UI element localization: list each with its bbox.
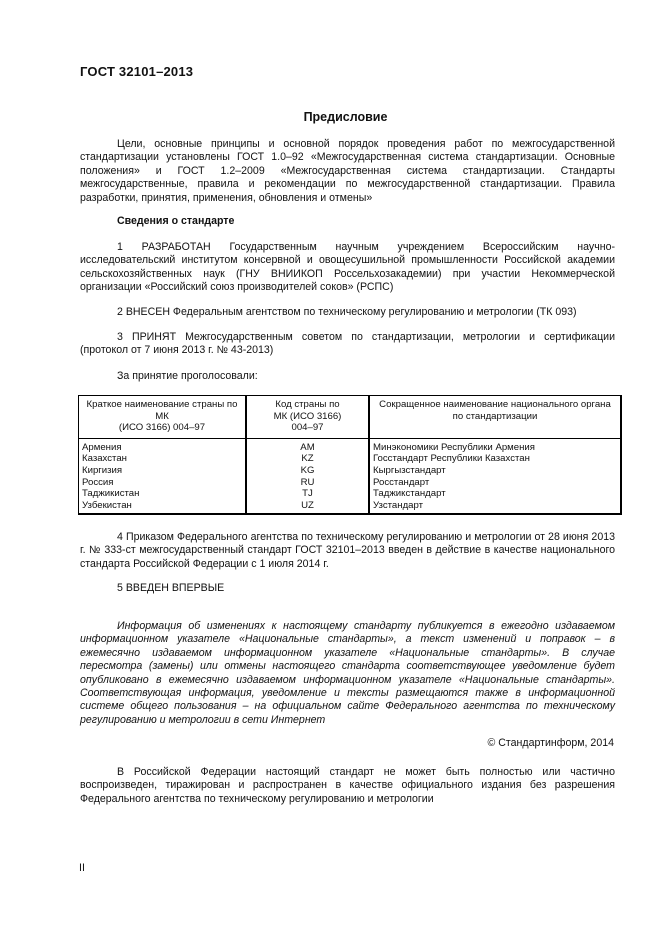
intro-paragraph: Цели, основные принципы и основной порядок проведения работ по межгосударственной стандартизации установлены ГОСТ 1.0–92 «Межгосударственная система стандартизации. Основные положения» и ГОСТ 1.2–2009 «Межгосударственная система стандартизации. Стандарты межгосударственные, правила и рекомендации по межгосударственной стандартизации. Правила разработки, принятия, применения, обновления и отмены» (80, 138, 615, 204)
item-adopted: 3 ПРИНЯТ Межгосударственным советом по стандартизации, метрологии и сертификации (протокол от 7 июня 2013 г. № 43-2013) (80, 331, 615, 357)
voting-countries-table (78, 395, 622, 515)
standards-body-column: Минэкономики Республики Армения Госстандарт Республики Казахстан Кыргызстандарт Росстандарт Таджикстандарт Узстандарт (369, 438, 621, 514)
page-number: II (79, 862, 85, 874)
item-submitted: 2 ВНЕСЕН Федеральным агентством по техническому регулированию и метрологии (ТК 093) (117, 306, 577, 318)
document-id-header: ГОСТ 32101–2013 (80, 64, 194, 79)
table-header-row (79, 396, 622, 439)
header-standards-body: Сокращенное наименование национального органа по стандартизации (369, 396, 621, 439)
item-first-introduced: 5 ВВЕДЕН ВПЕРВЫЕ (117, 582, 225, 594)
item-voted: За принятие проголосовали: (117, 370, 258, 382)
copyright: © Стандартинформ, 2014 (487, 737, 614, 749)
section-heading: Сведения о стандарте (117, 215, 235, 227)
table-row (79, 438, 622, 514)
reproduction-rights: В Российской Федерации настоящий стандарт не может быть полностью или частично воспроизведен, тиражирован и распространен в качестве официального издания без разрешения Федерального агентства по техническому регулированию и метрологии (80, 766, 615, 805)
header-country: Краткое наименование страны по МК (ИСО 3166) 004–97 (79, 396, 247, 439)
item-developed: 1 РАЗРАБОТАН Государственным научным учреждением Всероссийским научно-исследовательский институтом консервной и овощесушильной промышленности Российской академии сельскохозяйственных наук (ГНУ ВНИИКОП Россельхозакадемии) при участии Некоммерческой организации «Российский союз производителей соков» (РСПС) (80, 241, 615, 294)
country-column: Армения Казахстан Киргизия Россия Таджикистан Узбекистан (79, 438, 247, 514)
amendments-notice: Информация об изменениях к настоящему стандарту публикуется в ежегодно издаваемом информационном указателе «Национальные стандарты», а текст изменений и поправок – в ежемесячно издаваемом информационном указателе «Национальные стандарты». В случае пересмотра (замены) или отмены настоящего стандарта соответствующее уведомление будет опубликовано в ежемесячно издаваемом информационном указателе «Национальные стандарты». Соответствующая информация, уведомление и тексты размещаются также в информационной системе общего пользования – на официальном сайте Федерального агентства по техническому регулированию и метрологии в сети Интернет (80, 620, 615, 726)
header-code: Код страны по МК (ИСО 3166) 004–97 (246, 396, 369, 439)
item-order: 4 Приказом Федерального агентства по техническому регулированию и метрологии от 28 июня 2013 г. № 333-ст межгосударственный стандарт ГОСТ 32101–2013 введен в действие в качестве национального стандарта Российской Федерации с 1 июля 2014 г. (80, 531, 615, 570)
code-column: AM KZ KG RU TJ UZ (246, 438, 369, 514)
page-title: Предисловие (303, 110, 388, 124)
